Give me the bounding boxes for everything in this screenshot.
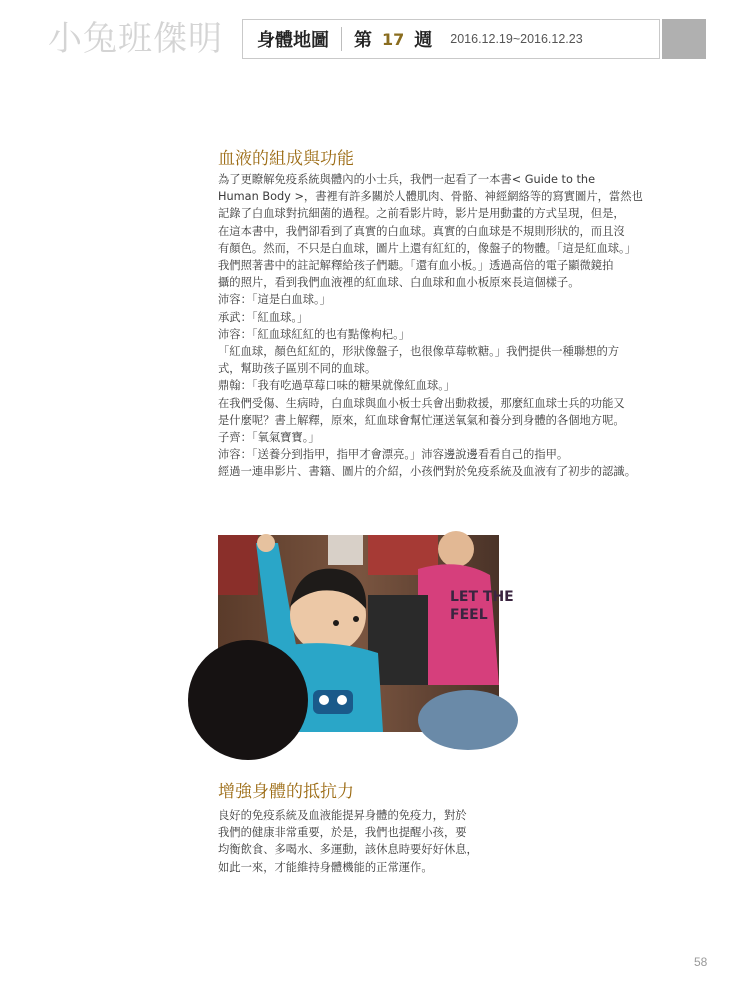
paragraph-line: 承武：「紅血球。」: [218, 310, 309, 324]
paragraph-line: 攝的照片，看到我們血液裡的紅血球、白血球和血小板原來長這個樣子。: [218, 276, 580, 290]
shirt-text-line1: LET THE: [450, 589, 514, 605]
week-number: 17: [382, 29, 405, 49]
week-prefix: 第: [354, 30, 372, 51]
paragraph-line: 均衡飲食、多喝水、多運動，該休息時要好好休息，: [218, 843, 478, 857]
brand-title: 小兔班傑明: [48, 19, 223, 59]
page-number: 58: [694, 955, 708, 969]
paragraph-line: 「紅血球，顏色紅紅的，形狀像盤子，也很像草莓軟糖。」我們提供一種聯想的方: [218, 345, 620, 359]
paragraph-line: 有顏色。然而，不只是白血球，圖片上還有紅紅的，像盤子的物體。「這是紅血球。」: [218, 241, 636, 255]
paragraph-line: 沛容：「這是白血球。」: [218, 293, 331, 307]
section-title-blood: 血液的組成與功能: [218, 149, 354, 169]
paragraph-line: 鼎翰：「我有吃過草莓口味的糖果就像紅血球。」: [218, 379, 456, 393]
header-bar: [242, 19, 660, 59]
section-body-blood: [218, 171, 643, 481]
paragraph-line: 經過一連串影片、書籍、圖片的介紹，小孩們對於免疫系統及血液有了初步的認識。: [218, 465, 636, 479]
shirt-text-line2: FEEL: [450, 607, 488, 623]
paragraph-line: 我們照著書中的註記解釋給孩子們聽。「還有血小板。」透過高倍的電子顯微鏡拍: [218, 259, 614, 273]
paragraph-line: 子齊：「氧氣寶寶。」: [218, 431, 320, 445]
section-title-immunity: 增強身體的抵抗力: [218, 782, 354, 802]
paragraph-line: 在這本書中，我們卻看到了真實的白血球。真實的白血球是不規則形狀的，而且沒: [218, 224, 625, 238]
paragraph-line: 是什麼呢？書上解釋，原來，紅血球會幫忙運送氧氣和養分到身體的各個地方呢。: [218, 413, 625, 427]
week-suffix: 週: [414, 30, 433, 51]
section-body-immunity: [218, 807, 478, 876]
classroom-photo: [218, 535, 514, 732]
paragraph-line: 沛容：「送養分到指甲，指甲才會漂亮。」沛容邊說邊看看自己的指甲。: [218, 448, 569, 462]
topic-label: 身體地圖: [257, 30, 329, 51]
paragraph-line: Human Body >，書裡有許多關於人體肌肉、骨骼、神經網絡等的寫實圖片，當然也: [218, 190, 643, 204]
paragraph-line: 如此一來，才能維持身體機能的正常運作。: [218, 860, 433, 874]
paragraph-line: 在我們受傷、生病時，白血球與血小板士兵會出動救援，那麼紅血球士兵的功能又: [218, 396, 625, 410]
paragraph-line: 我們的健康非常重要，於是，我們也提醒小孩，要: [218, 826, 467, 840]
header-divider: [341, 27, 342, 51]
paragraph-line: 良好的免疫系統及血液能提昇身體的免疫力，對於: [218, 809, 467, 822]
header-square: [662, 19, 706, 59]
paragraph-line: 為了更瞭解免疫系統與體內的小士兵，我們一起看了一本書< Guide to the: [218, 173, 596, 186]
date-range: 2016.12.19~2016.12.23: [450, 32, 583, 46]
paragraph-line: 式，幫助孩子區別不同的血球。: [218, 362, 377, 376]
paragraph-line: 沛容：「紅血球紅紅的也有點像枸杞。」: [218, 327, 411, 341]
paragraph-line: 記錄了白血球對抗細菌的過程。之前看影片時，影片是用動畫的方式呈現，但是，: [218, 207, 625, 221]
